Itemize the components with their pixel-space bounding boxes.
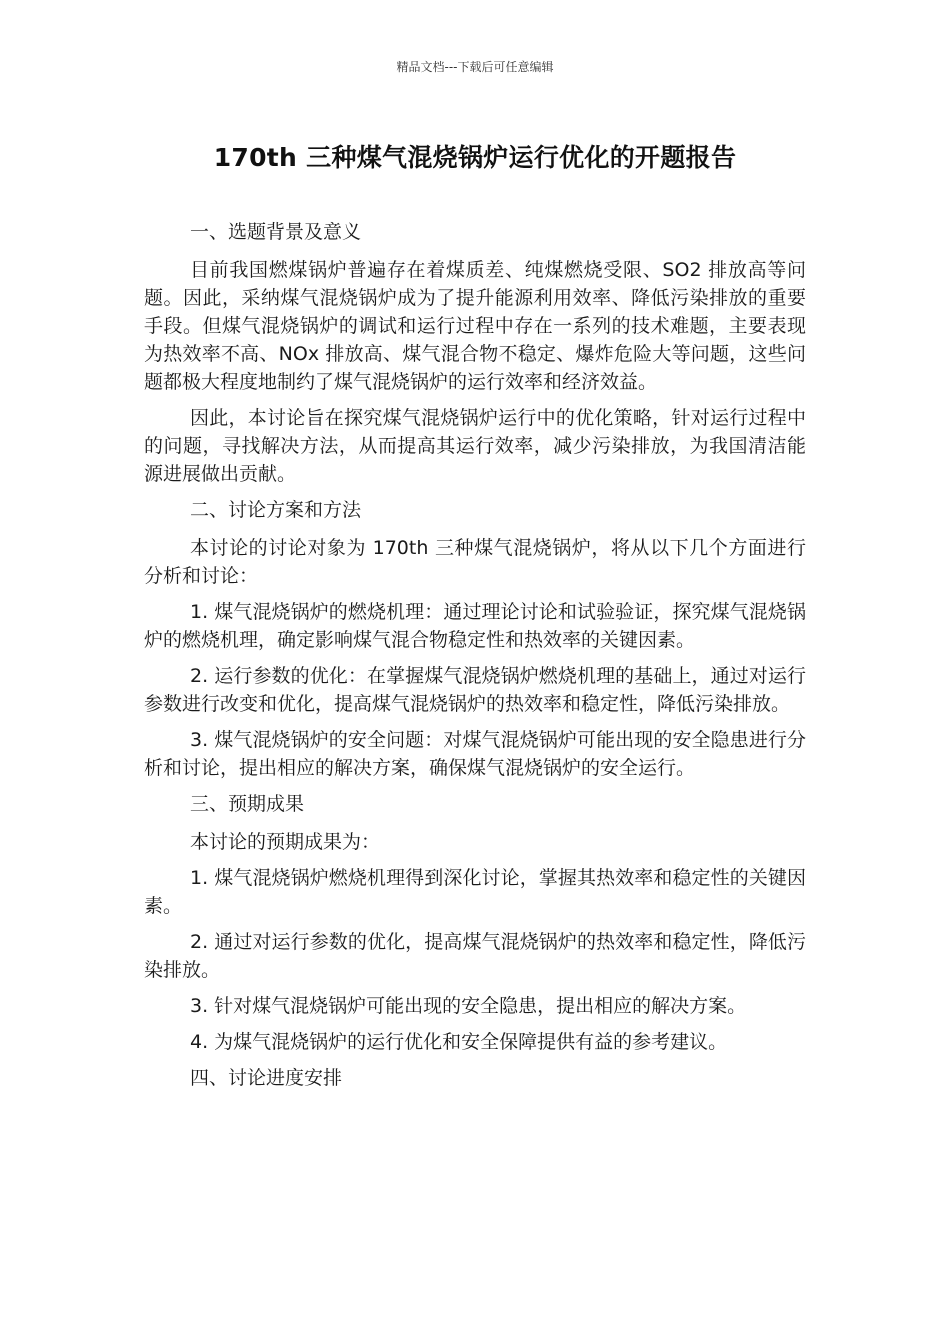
list-item-methods-1: 1. 煤气混烧锅炉的燃烧机理：通过理论讨论和试验验证，探究煤气混烧锅炉的燃烧机理，确定影响煤气混合物稳定性和热效率的关键因素。 <box>144 601 806 651</box>
list-item-outcomes-3: 3. 针对煤气混烧锅炉可能出现的安全隐患，提出相应的解决方案。 <box>190 995 747 1017</box>
document-title: 170th 三种煤气混烧锅炉运行优化的开题报告 <box>213 143 737 172</box>
paragraph-methods-intro: 本讨论的讨论对象为 170th 三种煤气混烧锅炉，将从以下几个方面进行分析和讨论： <box>144 537 806 587</box>
list-item-outcomes-2: 2. 通过对运行参数的优化，提高煤气混烧锅炉的热效率和稳定性，降低污染排放。 <box>144 931 806 981</box>
section-heading-background: 一、选题背景及意义 <box>190 221 362 243</box>
paragraph-purpose: 因此，本讨论旨在探究煤气混烧锅炉运行中的优化策略，针对运行过程中的问题，寻找解决方法，从而提高其运行效率，减少污染排放，为我国清洁能源进展做出贡献。 <box>144 407 806 485</box>
section-heading-outcomes: 三、预期成果 <box>190 793 305 815</box>
header-note: 精品文档---下载后可任意编辑 <box>396 60 554 74</box>
paragraph-outcomes-intro: 本讨论的预期成果为： <box>190 831 381 853</box>
paragraph-background: 目前我国燃煤锅炉普遍存在着煤质差、纯煤燃烧受限、SO2 排放高等问题。因此，采纳煤气混烧锅炉成为了提升能源利用效率、降低污染排放的重要手段。但煤气混烧锅炉的调试和运行过程中存在一系列的技术难题，主要表现为热效率不高、NOx 排放高、煤气混合物不稳定、爆炸危险大等问题，这些问题都极大程度地制约了煤气混烧锅炉的运行效率和经济效益。 <box>144 259 806 393</box>
list-item-methods-3: 3. 煤气混烧锅炉的安全问题：对煤气混烧锅炉可能出现的安全隐患进行分析和讨论，提出相应的解决方案，确保煤气混烧锅炉的安全运行。 <box>144 729 806 779</box>
list-item-outcomes-4: 4. 为煤气混烧锅炉的运行优化和安全保障提供有益的参考建议。 <box>190 1031 728 1053</box>
section-heading-schedule: 四、讨论进度安排 <box>190 1067 343 1089</box>
document-body <box>144 218 806 1102</box>
section-heading-methods: 二、讨论方案和方法 <box>190 499 362 521</box>
list-item-methods-2: 2. 运行参数的优化：在掌握煤气混烧锅炉燃烧机理的基础上，通过对运行参数进行改变和优化，提高煤气混烧锅炉的热效率和稳定性，降低污染排放。 <box>144 665 806 715</box>
list-item-outcomes-1: 1. 煤气混烧锅炉燃烧机理得到深化讨论，掌握其热效率和稳定性的关键因素。 <box>144 867 806 917</box>
